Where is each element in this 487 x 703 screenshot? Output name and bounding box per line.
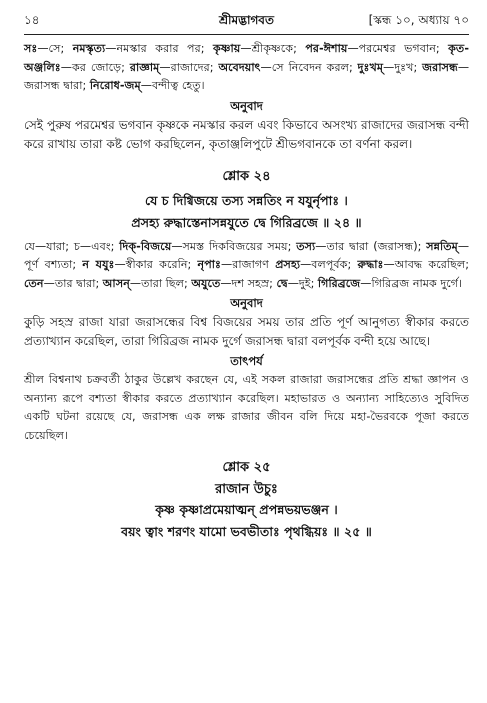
synonym-meaning: —কর জোড়ে;	[60, 60, 130, 74]
synonym-meaning: —শ্রীকৃষ্ণকে;	[240, 42, 306, 55]
synonym-word: কৃত-অঞ্জলিঃ	[24, 42, 469, 74]
synonym-meaning: —পূর্ণ বশ্যতা;	[24, 239, 469, 271]
synonym-meaning: —আবদ্ধ করেছিল;	[383, 258, 469, 271]
synonyms-block-1	[24, 40, 469, 96]
synonym-word: কৃষ্ণায়	[213, 42, 241, 55]
synonyms-block-2	[24, 238, 469, 294]
verse-25-subtitle: রাজান উচুঃ	[215, 482, 278, 497]
synonym-meaning: —তার দ্বারা;	[43, 276, 103, 290]
synonym-word: জরাসন্ধ	[422, 60, 458, 74]
purport-text: শ্রীল বিশ্বনাথ চক্রবর্তী ঠাকুর উল্লেখ করছেন যে, এই সকল রাজারা জরাসন্ধের প্রতি শ্রদ্ধা জ্ঞাপন ও অন্যান্য রূপে বশ্যতা স্বীকার করতে প্রত্যাখ্যান করেছিল। মহাভারত ও অন্যান্য সাহিত্যেও সুবিদিত একটি ঘটনা রয়েছে যে, জরাসন্ধ এক লক্ষ রাজার জীবন বলি দিয়ে মহা-ভৈরবকে পূজা করতে চেয়েছিল।	[24, 373, 469, 442]
synonym-word: পর-ঈশায়	[305, 42, 348, 55]
synonym-word: তেন	[24, 276, 44, 290]
page-content	[24, 40, 469, 543]
synonym-meaning: —সে;	[37, 42, 73, 55]
synonym-meaning: —রাজাদের;	[159, 60, 219, 74]
synonym-word: প্রসহ্য	[275, 258, 301, 271]
synonym-meaning: —সমস্ত দিকবিজয়ের সময়;	[171, 239, 297, 253]
synonym-word: নমস্কৃত্য	[72, 42, 106, 55]
synonym-word: দুঃখম্	[357, 60, 384, 74]
synonym-word: গিরিব্রজে	[317, 276, 361, 290]
verse-25-line-1: কৃষ্ণ কৃষ্ণাপ্রমেয়াত্মন্ প্রপন্নভয়ভঞ্জন ।	[155, 502, 338, 517]
synonym-meaning: যে—যারা;	[24, 239, 74, 253]
verse-24-line-2: প্রসহ্য রুদ্ধাস্তেনাসন্নযুতে দ্বে গিরিব্রজে ॥ ২৪ ॥	[131, 214, 362, 230]
synonym-word: অযুতে	[191, 276, 221, 290]
synonym-meaning: চ—এবং;	[73, 239, 120, 253]
synonym-word: দ্বে	[276, 276, 288, 290]
translation-2: কুড়ি সহস্র রাজা যারা জরাসন্ধের বিশ্ব বিজয়ের সময় তার প্রতি পূর্ণ আনুগত্য স্বীকার করতে প্রত্যাখ্যান করেছিল, তারা গিরিব্রজ নামক দুর্গে জরাসন্ধ দ্বারা বলপূর্বক বন্দী হয়ে আছে।	[24, 315, 469, 348]
synonym-meaning: —দশ সহস্র;	[220, 276, 277, 290]
verse-24-title: শ্লোক ২৪	[222, 168, 271, 184]
translation-1: সেই পুরুষ পরমেশ্বর ভগবান কৃষ্ণকে নমস্কার করল এবং কিভাবে অসংখ্য রাজাদের জরাসন্ধ বন্দী করে রাখায় তারা কষ্ট ভোগ করছিলেন, কৃতাঞ্জলিপুটে শ্রীভগবানকে তা বর্ণনা করল।	[24, 117, 469, 151]
synonym-meaning: —জরাসন্ধ দ্বারা;	[24, 60, 470, 92]
synonym-word: রুদ্ধাঃ	[357, 258, 384, 271]
synonym-meaning: —গিরিব্রজ নামক দুর্গে।	[360, 276, 463, 290]
synonym-meaning: —পরমেশ্বর ভগবান;	[347, 42, 449, 55]
synonym-meaning: —স্বীকার করেনি;	[114, 258, 198, 271]
synonym-word: অবেদয়াৎ	[218, 60, 261, 74]
synonym-word: তস্য	[296, 239, 316, 253]
synonym-meaning: —রাজাগণ	[221, 258, 276, 271]
synonym-meaning: —বলপূর্বক;	[300, 258, 358, 271]
synonym-word: নৃপাঃ	[197, 258, 222, 271]
synonym-word: সঃ	[24, 42, 38, 55]
verse-24-line-1: যে চ দিগ্বিজয়ে তস্য সন্নতিং ন যযুর্নৃপাঃ ।	[145, 192, 348, 208]
chapter-reference: [স্কন্ধ ১০, অধ্যায় ৭০	[368, 13, 469, 27]
translation-heading-1: অনুবাদ	[230, 98, 263, 113]
purport-heading: তাৎপর্য	[230, 354, 263, 368]
page-number: ১৪	[24, 13, 40, 27]
synonym-meaning: —তারা ছিল;	[129, 276, 192, 290]
book-title: শ্রীমদ্ভাগবত	[218, 13, 274, 27]
translation-heading-2: অনুবাদ	[230, 296, 263, 310]
synonym-word: দিক্-বিজয়ে	[119, 239, 172, 253]
synonym-meaning: —সে নিবেদন করল;	[260, 60, 358, 74]
synonym-word: নিরোধ-জম্	[89, 79, 141, 92]
synonym-meaning: —দুঃখ;	[383, 60, 423, 74]
synonym-meaning: —দুই;	[287, 276, 318, 290]
synonym-word: ন যযুঃ	[82, 258, 115, 271]
page-header	[24, 10, 469, 32]
header-divider	[24, 34, 469, 35]
synonym-meaning: —বন্দীত্ব হেতু।	[140, 79, 205, 92]
synonym-word: আসন্	[102, 276, 130, 290]
verse-25-line-2: বয়ং ত্বাং শরণং যামো ভবভীতাঃ পৃথগ্ধিয়ঃ ॥ ২৫ ॥	[121, 524, 372, 539]
synonym-meaning: —নমস্কার করার পর;	[105, 42, 214, 55]
synonym-word: রাজ্ঞাম্	[129, 60, 160, 74]
synonym-meaning: —তার দ্বারা (জরাসন্ধ);	[315, 239, 427, 253]
verse-25-title: শ্লোক ২৫	[222, 460, 271, 475]
synonym-word: সন্নতিম্	[426, 239, 458, 253]
